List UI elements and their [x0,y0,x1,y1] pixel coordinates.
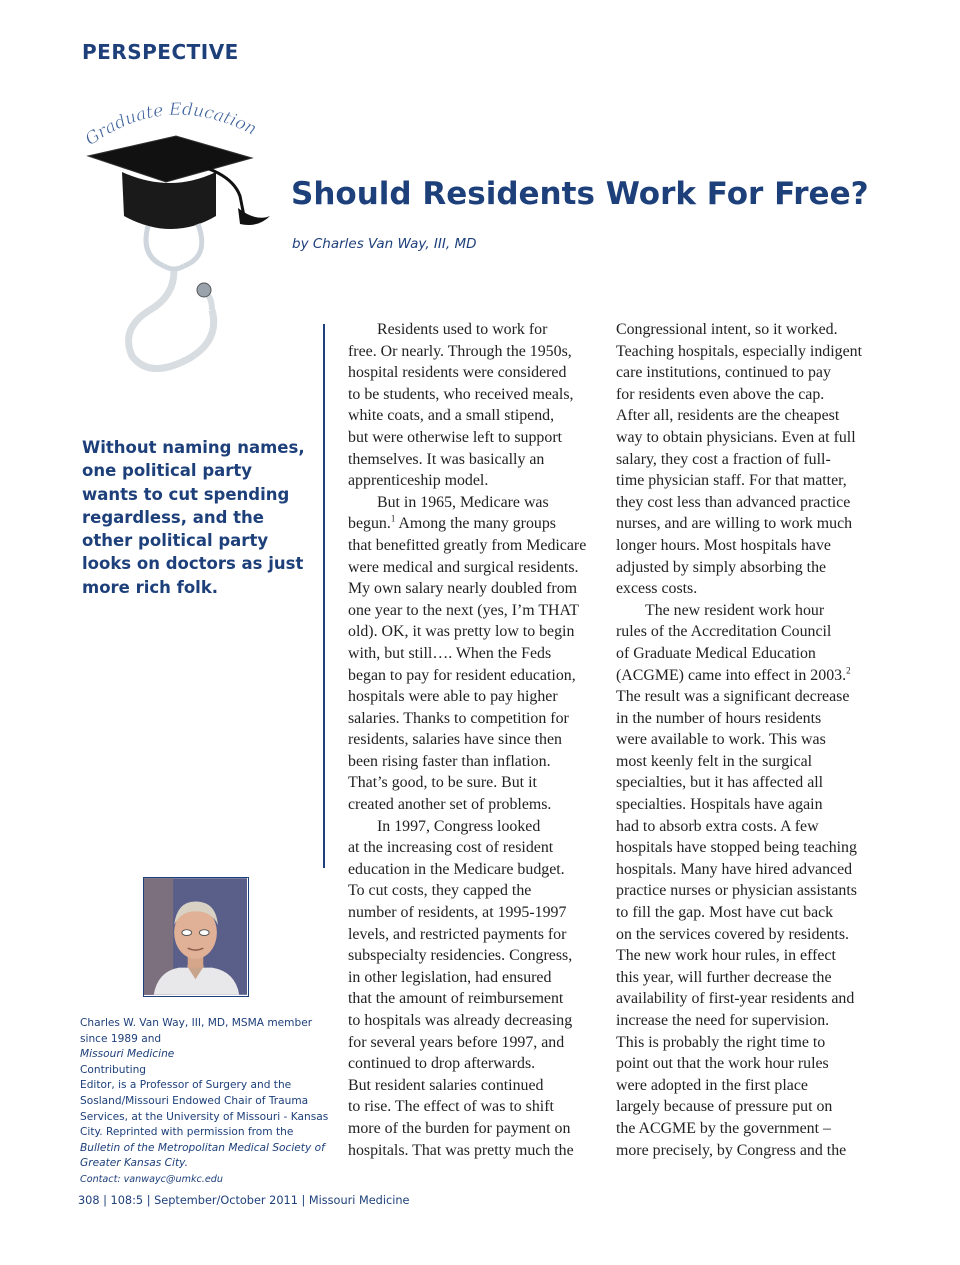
body-line: themselves. It was basically an [348,450,545,468]
body-line: had to absorb extra costs. A few [616,817,819,835]
body-line: way to obtain physicians. Even at full [616,428,856,446]
pull-quote-line: regardless, and the [82,507,264,527]
body-line: availability of first-year residents and [616,990,855,1008]
section-label: PERSPECTIVE [82,40,239,64]
body-line: were adopted in the first place [616,1076,808,1094]
body-line: number of residents, at 1995-1997 [348,904,567,922]
body-line: for residents even above the cap. [616,385,825,403]
bio-line: Charles W. Van Way, III, MD, MSMA member [80,1017,313,1029]
body-column-2 [616,319,878,1161]
body-line [616,665,878,687]
bio-text: Contributing [80,1063,147,1076]
bio-text: since 1989 and [80,1032,162,1045]
body-line: in other legislation, had ensured [348,968,552,986]
pull-quote-line: looks on doctors as just [82,554,304,574]
body-text: Among the many groups [398,515,556,533]
body-line: largely because of pressure put on [616,1098,833,1116]
body-line: hospitals have stopped being teaching [616,839,857,857]
body-line: Teaching hospitals, especially indigent [616,342,863,360]
body-line: rules of the Accreditation Council [616,623,832,641]
bio-line: Services, at the University of Missouri - Kansas [80,1110,329,1123]
body-line: began to pay for resident education, [348,666,576,684]
column-divider [323,324,325,868]
body-line: in the number of hours residents [616,709,822,727]
body-line: care institutions, continued to pay [616,364,831,382]
body-line: adjusted by simply absorbing the [616,558,827,576]
body-line: After all, residents are the cheapest [616,407,840,425]
publication-name: Missouri Medicine [80,1048,175,1061]
pull-quote-line: one political party [82,461,253,481]
body-line: specialties, but it has affected all [616,774,824,792]
body-line: the ACGME by the government – [616,1119,831,1137]
pull-quote-line: other political party [82,531,269,551]
body-line: but were otherwise left to support [348,428,563,446]
body-line: This is probably the right time to [616,1033,826,1051]
body-line: The new resident work hour [645,601,825,619]
body-line: But in 1965, Medicare was [377,493,549,511]
pull-quote-line: Without naming names, [82,438,305,457]
bio-line [80,1032,330,1079]
body-line: hospitals. That was pretty much the [348,1141,574,1159]
body-line: to rise. The effect of was to shift [348,1098,554,1116]
body-line: specialties. Hospitals have again [616,796,823,814]
body-line: to be students, who received meals, [348,385,574,403]
pull-quote [82,436,314,599]
body-line: apprenticeship model. [348,472,489,490]
body-line: To cut costs, they capped the [348,882,532,900]
body-line: longer hours. Most hospitals have [616,536,831,554]
body-line: salaries. Thanks to competition for [348,709,569,727]
body-line: Residents used to work for [377,321,548,338]
body-line: time physician staff. For that matter, [616,472,847,490]
body-text: (ACGME) came into effect in 2003. [616,666,847,684]
body-line: point out that the work hour rules [616,1055,829,1073]
body-line: education in the Medicare budget. [348,860,565,878]
body-line: increase the need for supervision. [616,1012,830,1029]
body-line: practice nurses or physician assistants [616,882,857,900]
body-line: Congressional intent, so it worked. [616,321,838,338]
article-byline: by Charles Van Way, III, MD [292,236,477,252]
body-line: levels, and restricted payments for [348,925,567,943]
body-line [348,513,608,535]
body-line: The new work hour rules, in effect [616,947,836,965]
body-line: But resident salaries continued [348,1076,544,1094]
body-line: been rising faster than inflation. [348,752,551,770]
body-line: for several years before 1997, and [348,1033,565,1051]
bio-line: Greater Kansas City. [80,1157,188,1170]
body-line: salary, they cost a fraction of full- [616,450,831,468]
footnote-ref: 1 [390,514,396,525]
author-bio [80,1016,330,1188]
body-line: they cost less than advanced practice [616,493,851,511]
body-line: In 1997, Congress looked [377,817,541,835]
body-line: subspecialty residencies. Congress, [348,947,573,965]
bio-line: Editor, is a Professor of Surgery and the [80,1079,292,1092]
body-line: more precisely, by Congress and the [616,1141,847,1159]
body-line: residents, salaries have since then [348,731,563,749]
author-portrait [144,878,247,995]
body-line: with, but still…. When the Feds [348,644,552,662]
body-line: white coats, and a small stipend, [348,407,555,425]
article-title: Should Residents Work For Free? [291,176,869,212]
body-line: one year to the next (yes, I’m THAT [348,601,579,619]
body-line: to hospitals was already decreasing [348,1012,573,1029]
bio-line: City. Reprinted with permission from the [80,1126,294,1139]
pull-quote-line: wants to cut spending [82,484,290,504]
body-column-1 [348,319,608,1161]
body-line: most keenly felt in the surgical [616,752,813,770]
body-line: at the increasing cost of resident [348,839,554,857]
body-line: to fill the gap. Most have cut back [616,904,834,922]
page-footer: 308 | 108:5 | September/October 2011 | Missouri Medicine [78,1194,410,1207]
body-line: hospital residents were considered [348,364,567,382]
body-line: continued to drop afterwards. [348,1055,536,1073]
body-line: that the amount of reimbursement [348,990,564,1008]
body-line: That’s good, to be sure. But it [348,774,537,792]
body-line: excess costs. [616,580,698,598]
body-line: The result was a significant decrease [616,688,850,706]
body-line: that benefitted greatly from Medicare [348,536,587,554]
body-line: were available to work. This was [616,731,826,749]
body-line: My own salary nearly doubled from [348,580,578,598]
body-line: hospitals were able to pay higher [348,688,558,706]
bio-line: Sosland/Missouri Endowed Chair of Trauma [80,1094,309,1107]
body-line: free. Or nearly. Through the 1950s, [348,342,572,360]
body-line: nurses, and are willing to work much [616,515,853,533]
bio-line: Bulletin of the Metropolitan Medical Society of [80,1141,325,1154]
body-line: were medical and surgical residents. [348,558,579,576]
logo-banner-text: Graduate Education [81,99,260,150]
graduation-cap-stethoscope-icon [80,96,280,386]
pull-quote-line: more rich folk. [82,577,219,597]
body-line: hospitals. Many have hired advanced [616,860,853,878]
body-line: old). OK, it was pretty low to begin [348,623,575,641]
author-photo [143,877,249,997]
footnote-ref: 2 [846,665,851,676]
body-text: begun. [348,515,391,533]
body-line: created another set of problems. [348,796,552,814]
body-line: more of the burden for payment on [348,1119,571,1137]
body-line: this year, will further decrease the [616,968,832,986]
bio-contact: Contact: vanwayc@umkc.edu [80,1173,223,1185]
body-line: on the services covered by residents. [616,925,849,943]
body-line: of Graduate Medical Education [616,644,816,662]
